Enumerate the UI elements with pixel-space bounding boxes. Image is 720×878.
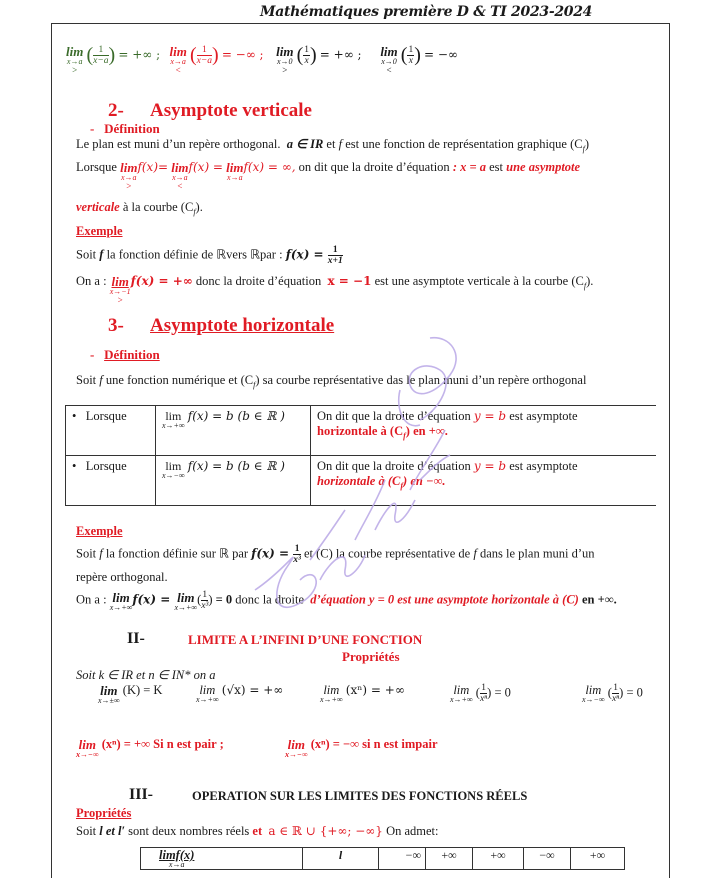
table-cell: lim x→+∞ f(x) = b (b ∈ ℝ ) xyxy=(156,406,311,456)
section-number: III- xyxy=(129,786,154,803)
table-row xyxy=(66,456,656,506)
section-number: 2- xyxy=(108,100,124,121)
table-cell: l xyxy=(303,848,379,870)
table-row xyxy=(66,406,656,456)
definition-heading: - Définition xyxy=(90,121,160,136)
document-header-title: Mathématiques première D & TI 2023-2024 xyxy=(260,4,593,20)
table-cell: +∞ xyxy=(571,848,625,870)
top-limits-row: lim x→a > ( $\frac{1}{x-a}$ ) = +∞ ; lim x→a < ( $\frac{1}{x-a}$ ) = −∞ ; lim x→0 > ( $\frac{1}{x}$ ) = +∞ ; lim x→0 < ( $\frac{1}{x}$ ) = −∞ xyxy=(66,44,458,75)
properties-intro: Soit k ∈ IR et n ∈ IN* on a xyxy=(76,668,216,682)
table-cell: +∞ xyxy=(426,848,473,870)
example-heading: Exemple xyxy=(76,524,123,538)
operations-intro: Soit l et l′ sont deux nombres réels et a ∈ ℝ ∪ {+∞; −∞} On admet: xyxy=(76,824,439,838)
limit-property: lim x→+∞ ( $\frac{1}{\text{xⁿ}}$ ) = 0 xyxy=(450,683,511,704)
table-cell: • Lorsque xyxy=(66,456,156,506)
section-number: 3- xyxy=(108,315,124,336)
limit-property: lim x→±∞ (K) = K xyxy=(98,683,163,705)
properties-heading: Propriétés xyxy=(342,649,400,664)
limit-result: = −∞ xyxy=(424,47,458,62)
definition-line-3: verticale à la courbe $(C_f)$. xyxy=(76,200,203,217)
parity-limit-odd: lim x→−∞ (xⁿ) = −∞ si n est impair xyxy=(285,737,438,759)
definition-heading: - Définition xyxy=(90,347,160,362)
limit-result: = +∞ ; xyxy=(118,47,161,62)
limit-result: = +∞ ; xyxy=(319,47,362,62)
definition-line-2: Lorsque lim x→a > f(x)= lim x→a < f(x) = lim x→a f(x) = ∞, on dit que la droite d’équation : x = a est une asymptote xyxy=(76,160,581,191)
table-cell: On dit que la droite d’équation y = b est asymptote horizontale à $(C_f)$ en −∞. xyxy=(311,456,656,506)
limit-result: = −∞ ; xyxy=(221,47,264,62)
section-number: II- xyxy=(127,630,145,647)
example-heading: Exemple xyxy=(76,224,123,238)
section-title: Asymptote verticale xyxy=(150,100,312,121)
example-line-3: On a : lim x→+∞ f(x) = lim x→+∞ ( $\frac{1}{\text{x³}}$ ) = 0 donc la droite d’équation y = 0 est une asymptote horizontale à (C) en +∞. xyxy=(76,590,617,612)
table-cell: +∞ xyxy=(473,848,524,870)
limit-expression: lim x→a < xyxy=(169,44,187,75)
operations-table xyxy=(140,847,625,870)
definition-line-1: Le plan est muni d’un repère orthogonal. a ∈ IR et f est une fonction de représentation graphique $(C_f)$ xyxy=(76,137,590,154)
limit-expression: lim x→a > xyxy=(66,44,84,75)
table-row xyxy=(141,848,625,870)
table-cell: • Lorsque xyxy=(66,406,156,456)
section-title: Asymptote horizontale xyxy=(150,315,335,336)
example-line-2: repère orthogonal. xyxy=(76,570,168,584)
limit-property: lim x→+∞ (√x) = +∞ xyxy=(196,683,284,704)
table-cell: −∞ xyxy=(379,848,426,870)
table-cell: −∞ xyxy=(524,848,571,870)
table-cell: On dit que la droite d’équation y = b est asymptote horizontale à $(C_f)$ en +∞. xyxy=(311,406,656,456)
limit-property: lim x→+∞ (xⁿ) = +∞ xyxy=(320,683,405,704)
limit-expression: lim x→0 < xyxy=(380,44,398,75)
section-title: OPERATION SUR LES LIMITES DES FONCTIONS RÉELS xyxy=(192,789,528,803)
table-cell: lim x→−∞ f(x) = b (b ∈ ℝ ) xyxy=(156,456,311,506)
example-line-1: Soit f la fonction définie de ℝvers ℝpar : f(x) = $\frac{1}{x+1}$ xyxy=(76,245,343,266)
example-line-2: On a : lim x→−1 > f(x) = +∞ donc la droite d’équation x = −1 est une asymptote verticale à la courbe $(C_f)$. xyxy=(76,274,594,305)
parity-limit-even: lim x→−∞ (xⁿ) = +∞ Si n est pair ; xyxy=(76,737,224,759)
asymptote-horizontal-table xyxy=(65,405,656,506)
definition-intro: Soit f une fonction numérique et $(C_f)$ sa courbe représentative das le plan muni d’un repère orthogonal xyxy=(76,373,587,390)
properties-heading: Propriétés xyxy=(76,806,132,820)
section-title: LIMITE A L’INFINI D’UNE FONCTION xyxy=(188,632,423,647)
limit-expression: lim x→0 > xyxy=(276,44,294,75)
limit-property: lim x→−∞ ( $\frac{1}{\text{xⁿ}}$ ) = 0 xyxy=(582,683,643,704)
example-line-1: Soit f la fonction définie sur ℝ par f(x) = $\frac{1}{\text{x³}}$ et (C) la courbe représentative de f dans le plan muni d’un xyxy=(76,544,595,565)
table-cell: limf(x) x→a xyxy=(141,848,303,870)
